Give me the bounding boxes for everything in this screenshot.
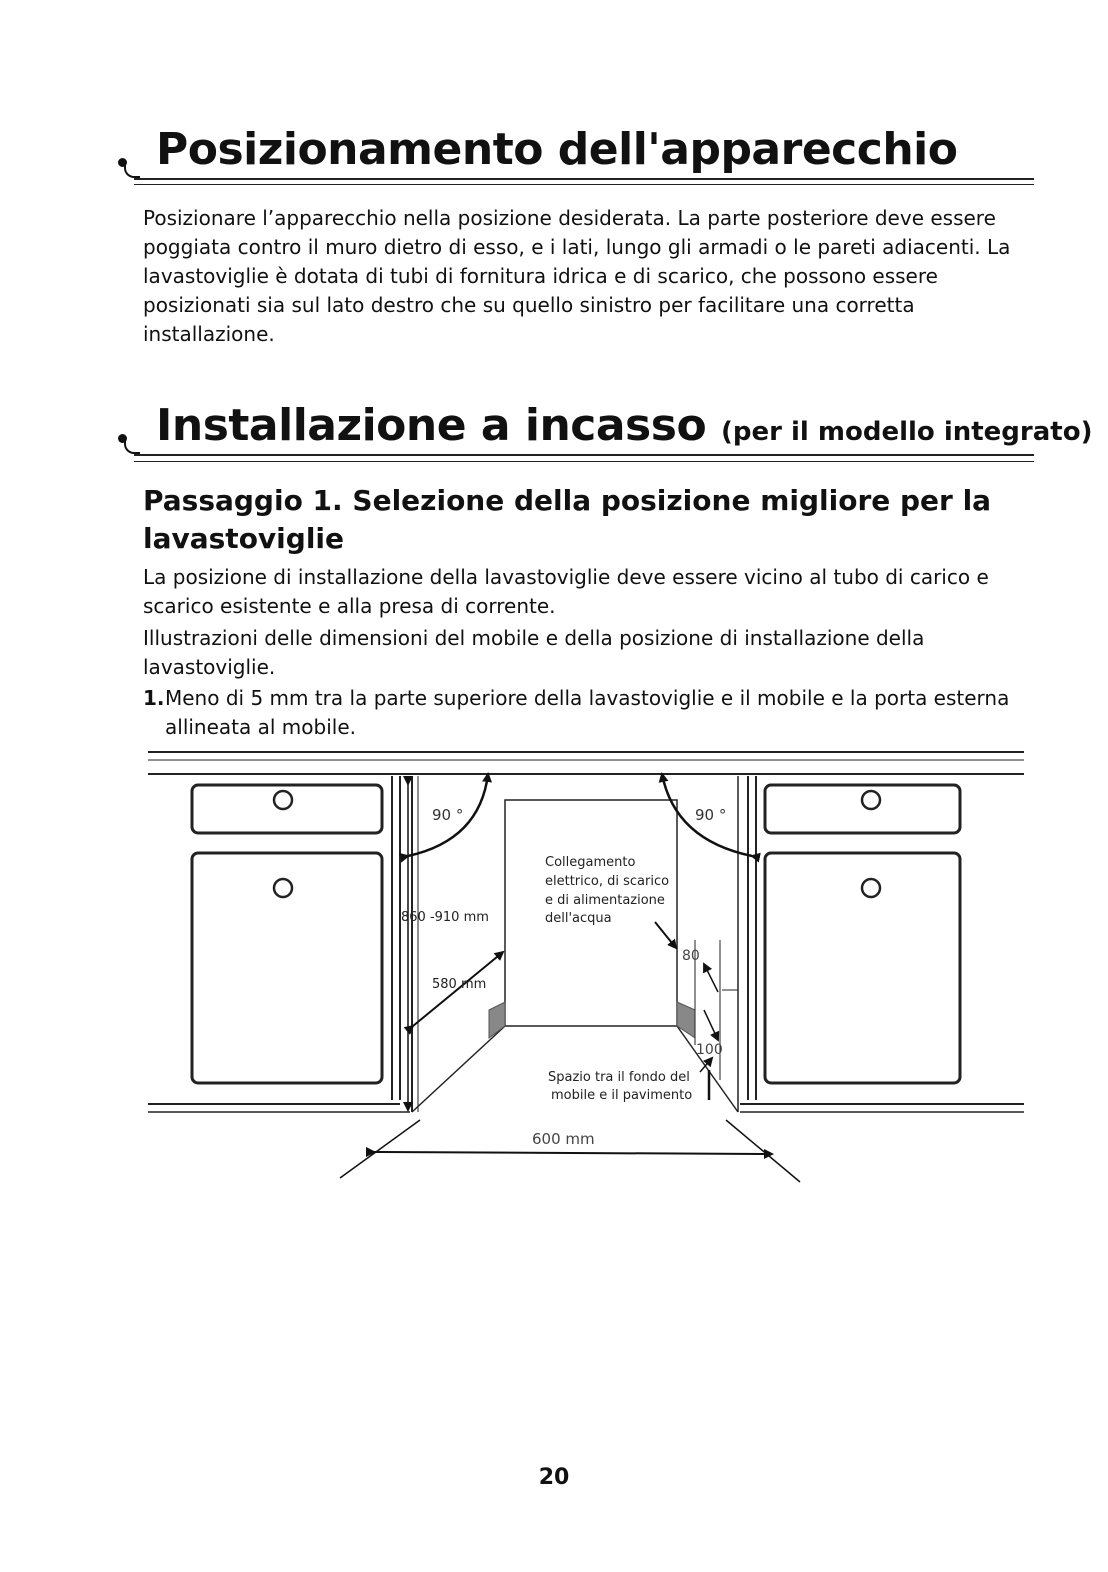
dim-80-arrow [704,964,718,992]
step-1-paragraph-2: Illustrazioni delle dimensioni del mobile e della posizione di installazione della lavastoviglie. [143,626,925,679]
right-cabinet [740,776,1024,1112]
connection-label-2: elettrico, di scarico [545,874,670,889]
section-subtitle-built-in: (per il modello integrato) [721,417,1093,447]
section-title-positioning: Posizionamento dell'apparecchio [156,124,958,175]
gap-label-2: mobile e il pavimento [551,1088,693,1103]
countertop [148,752,1024,774]
step-1-title: Passaggio 1. Selezione della posizione migliore per la lavastoviglie [143,484,992,555]
dim-100-label: 100 [696,1042,723,1058]
heading-hook-icon [124,438,140,454]
heading-rule [134,178,1034,180]
section-heading-positioning [116,120,1034,190]
section-title-built-in: Installazione a incasso (per il modello integrato) [156,400,1093,451]
left-cabinet [148,776,410,1112]
width-label: 600 mm [532,1130,595,1148]
positioning-paragraph: Posizionare l’apparecchio nella posizione desiderata. La parte posteriore deve essere poggiata contro il muro dietro di esso, e i lati, lungo gli armadi o le pareti adiacenti. La lavastoviglie è dotata di tubi di fornitura idrica e di scarico, che possono essere posizionati sia sul lato destro che su quello sinistro per facilitare una corretta installazione. [143,206,1011,346]
page-number: 20 [538,1465,570,1490]
angle-label-right: 90 ° [695,806,727,824]
connection-label-1: Collegamento [545,855,636,870]
depth-label: 580 mm [432,977,487,992]
heading-rule [134,454,1034,456]
step-1-paragraph-1: La posizione di installazione della lavastoviglie deve essere vicino al tubo di carico e scarico esistente e alla presa di corrente. [143,565,989,618]
installation-diagram [0,740,1108,1200]
heading-hook-icon [124,162,140,178]
list-item-text: Meno di 5 mm tra la parte superiore della lavastoviglie e il mobile e la porta esterna allineata al mobile. [165,686,1010,739]
heading-rule-thin [134,461,1034,462]
connection-label-3: e di alimentazione [545,893,665,908]
angle-label-left: 90 ° [432,806,464,824]
height-label: 860 -910 mm [401,910,489,925]
dim-100-arrow [704,1010,718,1040]
connection-arrow [655,922,676,948]
section-heading-built-in [116,394,1093,466]
connection-label-4: dell'acqua [545,911,612,926]
dim-80-label: 80 [682,948,700,964]
gap-label-1: Spazio tra il fondo del [548,1070,690,1085]
heading-rule-thin [134,184,1034,185]
list-item-number: 1. [143,686,165,710]
step-1-list-item-1 [143,684,1023,742]
